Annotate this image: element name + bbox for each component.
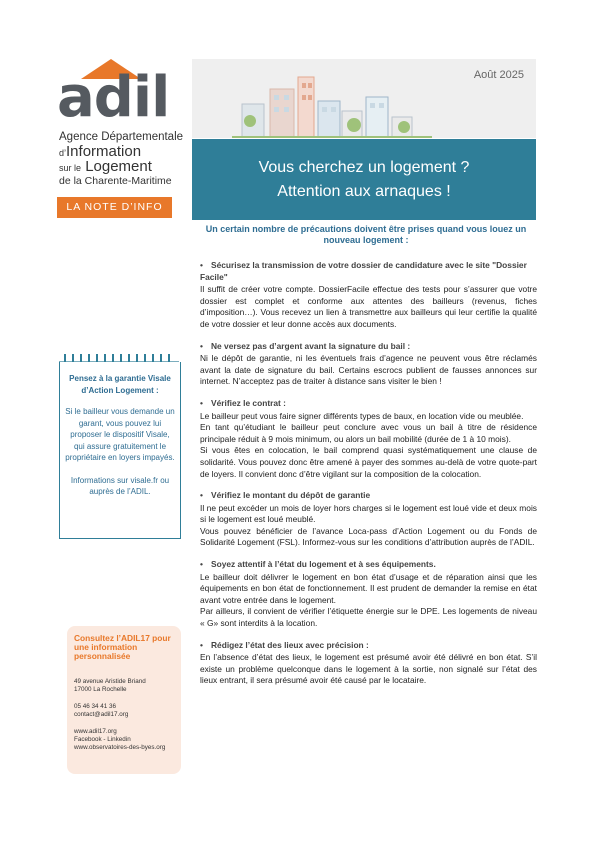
visale-text: Si le bailleur vous demande un garant, vous pouvez lui proposer le dispositif Visale, qui assure gratuitement le propriétaire en loyers impayés.: [65, 407, 175, 462]
section-contrat: [200, 398, 537, 480]
visale-title: Pensez à la garantie Visale d’Action Logement :: [69, 374, 171, 395]
contact-title: Consultez l’ADIL17 pour une information personnalisée: [74, 633, 171, 662]
section-text: Le bailleur peut vous faire signer différents types de baux, en location vide ou meublée.: [200, 410, 524, 421]
title-line-2: Attention aux arnaques !: [277, 183, 451, 200]
section-text: Il suffit de créer votre compte. DossierFacile effectue des tests pour s’assurer que votre dossier est complet et conforme aux attentes des bailleurs (revenus, fiches d’imposition…). Vous recevez un lien à transmettre aux bailleurs qui leur certifie la qualité de votre dossier et leur donne accès aux documents.: [200, 284, 537, 329]
social-links[interactable]: Facebook - Linkedin: [74, 736, 131, 744]
publication-date: Août 2025: [473, 69, 524, 81]
section-title: • Rédigez l’état des lieux avec précision :: [200, 639, 369, 650]
section-text: Vous pouvez bénéficier de l’avance Loca-pass d’Action Logement ou du Fonds de Solidarité Logement (FSL). Informez-vous sur les conditions d’attribution auprès de l’ADIL.: [200, 525, 537, 548]
logo-wordmark: adil: [57, 65, 170, 130]
visale-info: Informations sur visale.fr ou auprès de l’ADIL.: [70, 475, 170, 496]
section-etat-lieux: [200, 640, 537, 687]
section-title: • Vérifiez le montant du dépôt de garantie: [200, 490, 371, 501]
section-etat-logement: [200, 559, 537, 630]
note-info-badge: LA NOTE D’INFO: [57, 197, 172, 218]
visale-notepad: [59, 362, 181, 539]
section-title: • Sécurisez la transmission de votre dossier de candidature avec le site "Dossier Facile": [200, 260, 527, 282]
section-text: En l’absence d’état des lieux, le logement est présumé avoir été délivré en bon état. S’il existe un problème quelconque dans le logement à la sortie, non signalé sur l’état des lieux entrant, il sera présumé avoir été causé par le locataire.: [200, 652, 537, 686]
section-depot: [200, 490, 537, 549]
section-title: • Ne versez pas d’argent avant la signature du bail :: [200, 340, 411, 351]
intro-subtitle: Un certain nombre de précautions doivent être prises quand vous louez un nouveau logement :: [205, 224, 527, 245]
observatoire-link[interactable]: www.observatoires-des-byes.org: [74, 744, 166, 752]
city-line: 17000 La Rochelle: [74, 686, 127, 694]
section-text: Si vous êtes en colocation, le bail comprend quasi systématiquement une clause de solidarité. Vous pouvez donc être amené à payer des sommes au-delà de votre quote-part de loyers. Il convient donc d’être vigilant sur la composition de la colocation.: [200, 445, 537, 479]
logo-line-agency: Agence Départementale: [59, 131, 184, 143]
email-link[interactable]: contact@adil17.org: [74, 711, 129, 719]
section-text: Par ailleurs, il convient de vérifier l’étiquette énergie sur le DPE. Les logements de niveau « G» sont interdits à la location.: [200, 606, 537, 629]
title-line-1: Vous cherchez un logement ?: [258, 159, 470, 176]
section-argent: [200, 341, 537, 388]
contact-box: [67, 626, 181, 774]
logo-line-information: d’Information: [59, 143, 142, 160]
logo-line-logement: sur le Logement: [59, 158, 152, 175]
section-text: Il ne peut excéder un mois de loyer hors charges si le logement est loué vide et deux mois si le logement est loué meublé.: [200, 502, 537, 525]
logo-line-region: de la Charente-Maritime: [59, 175, 172, 187]
section-text: Ni le dépôt de garantie, ni les éventuels frais d’agence ne peuvent vous être réclamés avant la date de signature du bail. Certains escrocs publient de fausses annonces sur internet. N’acceptez pas de traiter à distance sans visiter le bien !: [200, 353, 537, 387]
city-illustration: [192, 59, 536, 138]
section-title: • Vérifiez le contrat :: [200, 397, 286, 408]
phone: 05 46 34 41 36: [74, 702, 117, 710]
address-line: 49 avenue Aristide Briand: [74, 678, 146, 685]
title-banner: [192, 139, 536, 220]
contact-details: [74, 678, 184, 753]
buildings-icon: [232, 59, 432, 138]
section-text: Le bailleur doit délivrer le logement en bon état d’usage et de réparation ainsi que les équipements en bon état de fonctionnement. Il est prudent de demander la remise en état avant votre entrée dans le logement.: [200, 571, 537, 605]
section-title: • Soyez attentif à l’état du logement et à ses équipements.: [200, 559, 436, 570]
main-content: [200, 260, 537, 697]
section-dossier-facile: [200, 260, 537, 331]
website-link[interactable]: www.adil17.org: [74, 727, 117, 735]
section-text: En tant qu’étudiant le bailleur peut conclure avec vous un bail à titre de résidence principale réduit à 9 mois minimum, ou alors un bail mobilité (durée de 1 à 10 mois).: [200, 422, 537, 444]
